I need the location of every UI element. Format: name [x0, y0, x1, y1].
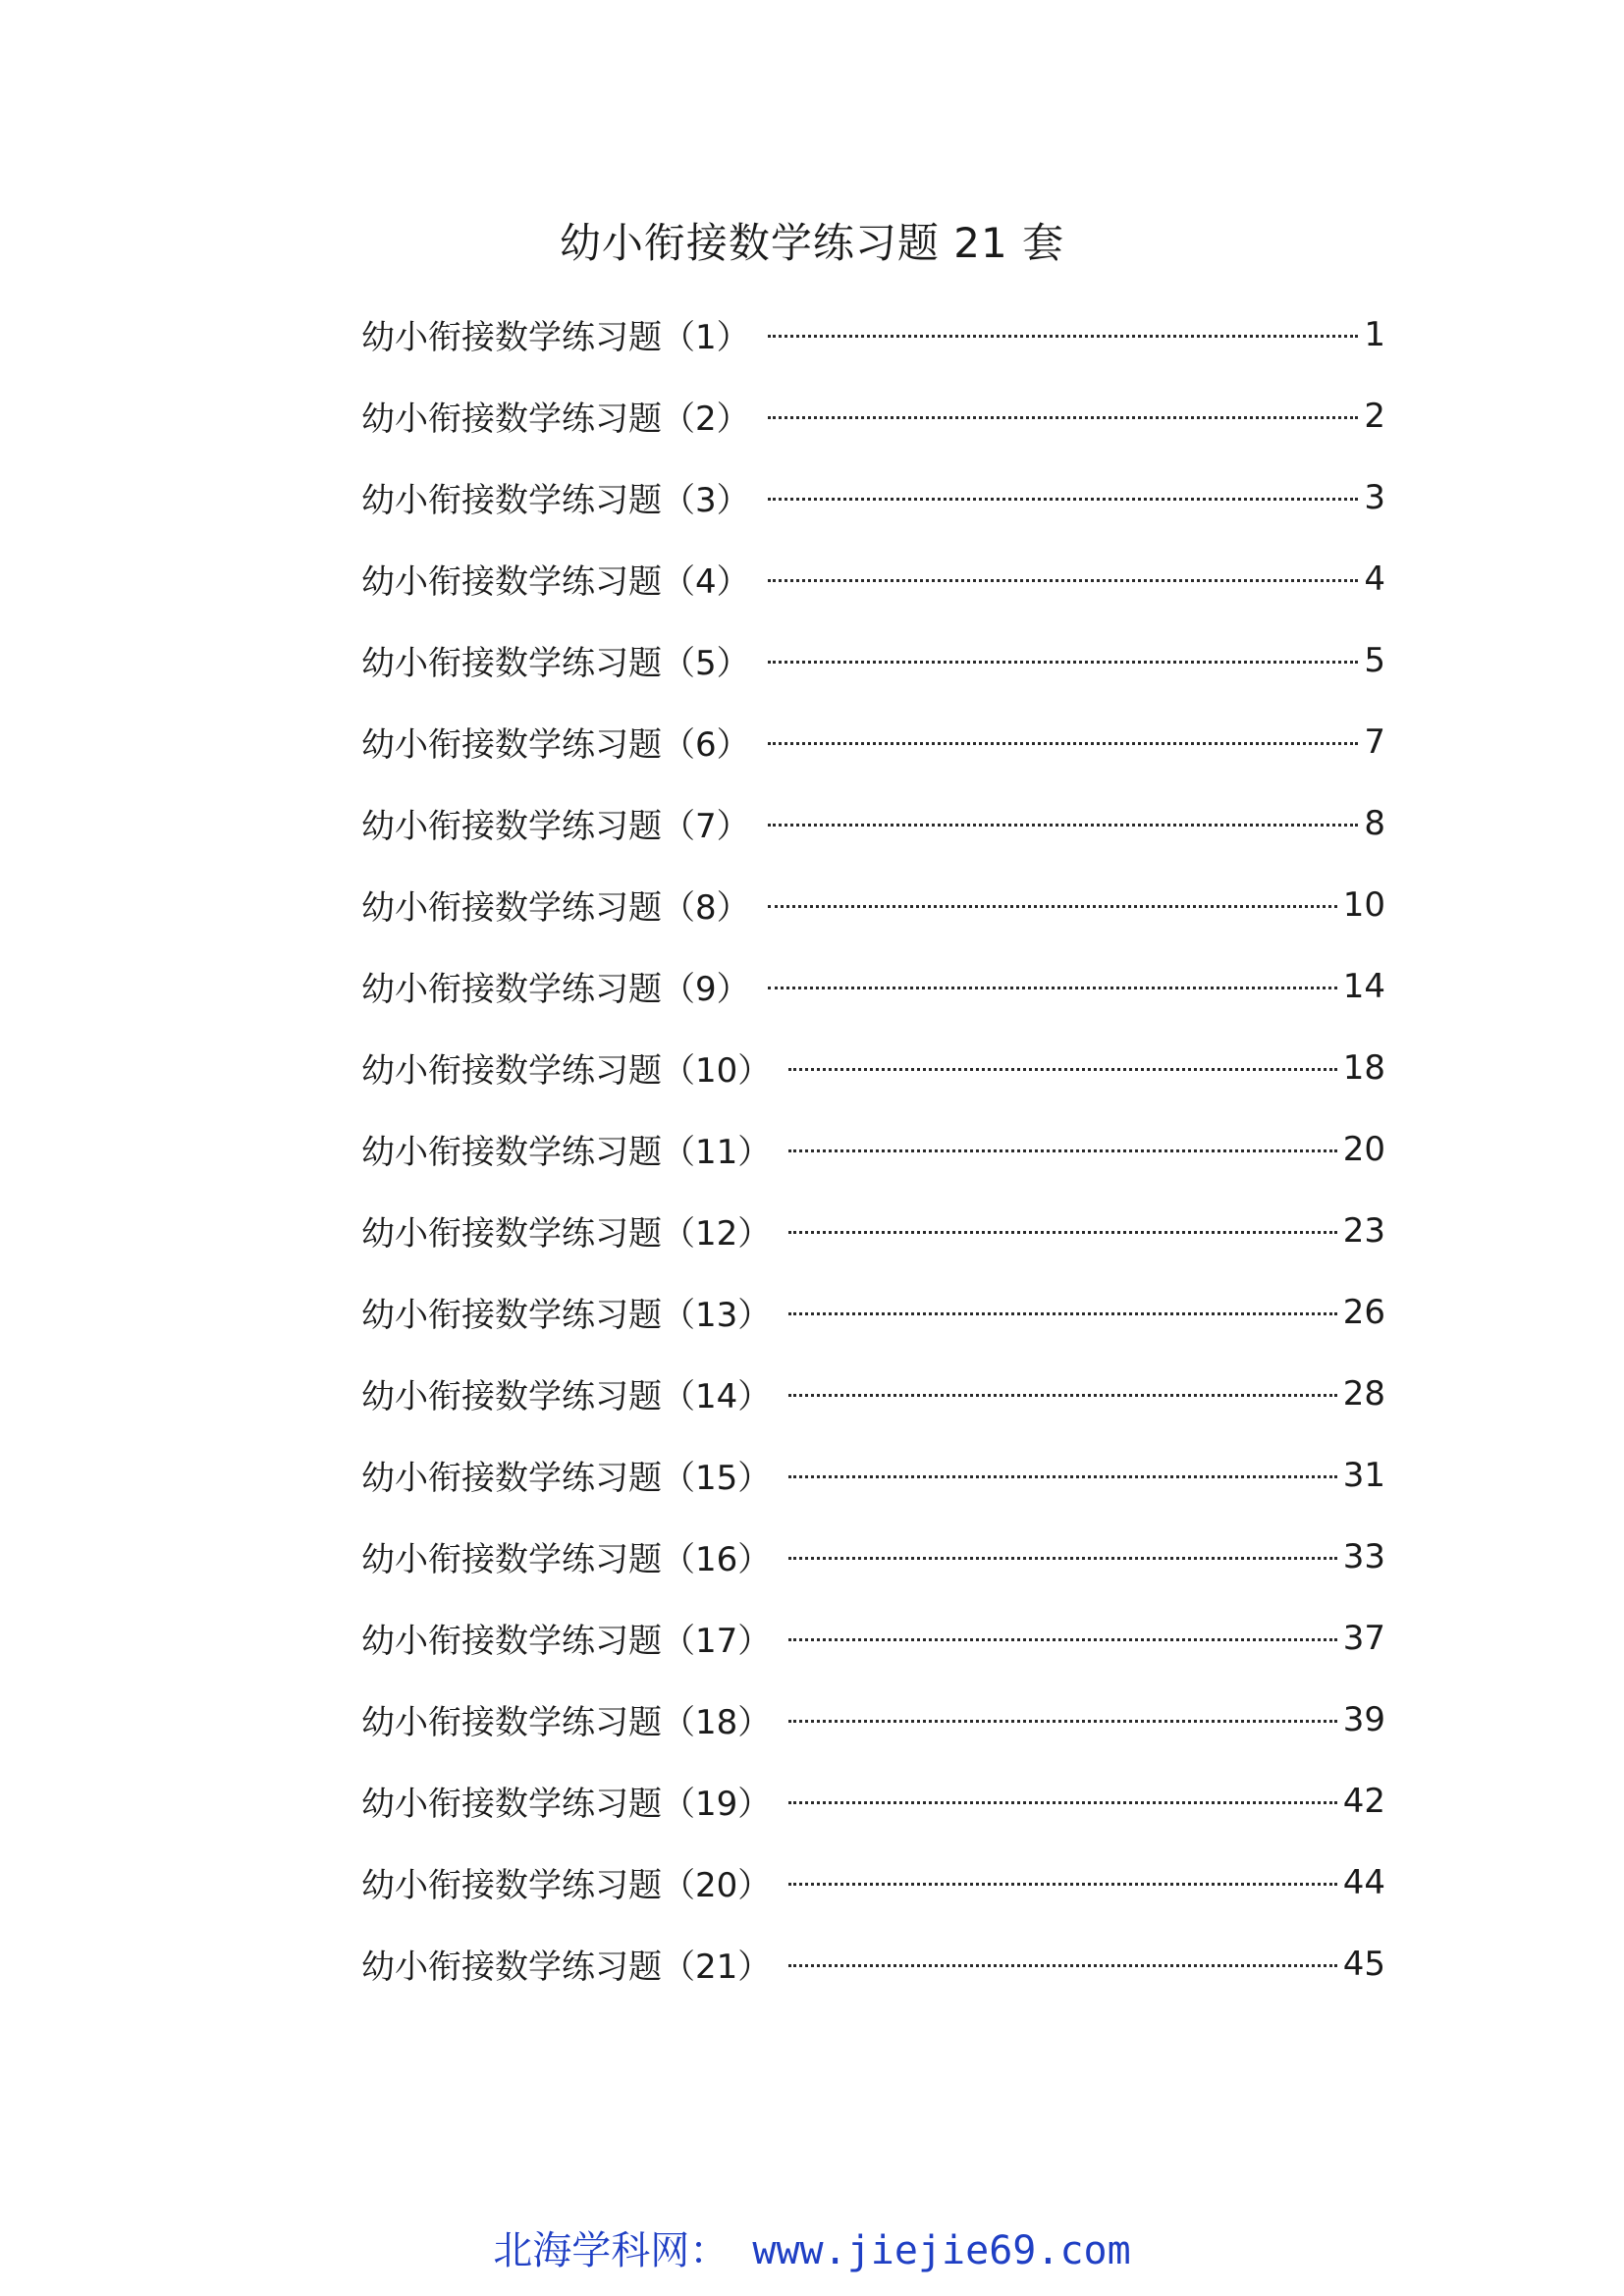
dot-leader: [788, 1475, 1336, 1478]
toc-entry[interactable]: [361, 1679, 1385, 1760]
dot-leader: [788, 1720, 1336, 1723]
footer-website-link[interactable]: 北海学科网： www.jiejie69.com: [493, 2228, 1131, 2273]
toc-entry-page-number: 7: [1364, 721, 1385, 762]
toc-entry-label: 幼小衔接数学练习题（6）: [361, 725, 750, 765]
toc-entry-label: 幼小衔接数学练习题（10）: [361, 1051, 772, 1091]
toc-entry-page-number: 20: [1342, 1129, 1385, 1169]
toc-entry-label: 幼小衔接数学练习题（20）: [361, 1866, 772, 1905]
dot-leader: [768, 742, 1359, 745]
dot-leader: [788, 1394, 1336, 1397]
toc-entry-label: 幼小衔接数学练习题（7）: [361, 807, 750, 846]
toc-entry-label: 幼小衔接数学练习题（18）: [361, 1703, 772, 1742]
toc-entry-page-number: 33: [1342, 1536, 1385, 1576]
toc-entry-page-number: 44: [1342, 1862, 1385, 1902]
dot-leader: [788, 1068, 1336, 1071]
dot-leader: [788, 1883, 1336, 1886]
toc-entry[interactable]: [361, 294, 1385, 375]
toc-entry-page-number: 23: [1342, 1210, 1385, 1251]
toc-entry-page-number: 28: [1342, 1373, 1385, 1414]
toc-entry-label: 幼小衔接数学练习题（19）: [361, 1785, 772, 1824]
toc-entry[interactable]: [361, 1271, 1385, 1353]
toc-entry[interactable]: [361, 701, 1385, 782]
toc-entry[interactable]: [361, 1516, 1385, 1597]
dot-leader: [768, 905, 1337, 908]
toc-entry-label: 幼小衔接数学练习题（12）: [361, 1214, 772, 1254]
dot-leader: [788, 1149, 1336, 1152]
toc-entry-label: 幼小衔接数学练习题（8）: [361, 888, 750, 928]
toc-entry[interactable]: [361, 456, 1385, 538]
toc-entry-page-number: 45: [1342, 1944, 1385, 1984]
toc-entry-page-number: 37: [1342, 1618, 1385, 1658]
toc-entry-label: 幼小衔接数学练习题（21）: [361, 1948, 772, 1987]
toc-entry-label: 幼小衔接数学练习题（11）: [361, 1133, 772, 1172]
toc-entry[interactable]: [361, 782, 1385, 864]
toc-entry-label: 幼小衔接数学练习题（3）: [361, 481, 750, 520]
toc-entry[interactable]: [361, 619, 1385, 701]
toc-entry-page-number: 26: [1342, 1292, 1385, 1332]
dot-leader: [768, 498, 1359, 501]
dot-leader: [788, 1557, 1336, 1560]
table-of-contents: [361, 294, 1385, 2004]
toc-entry-page-number: 3: [1364, 477, 1385, 517]
dot-leader: [768, 579, 1359, 582]
toc-entry-page-number: 39: [1342, 1699, 1385, 1739]
dot-leader: [788, 1231, 1336, 1234]
toc-entry[interactable]: [361, 864, 1385, 945]
toc-entry[interactable]: [361, 538, 1385, 619]
toc-entry[interactable]: [361, 1842, 1385, 1923]
dot-leader: [768, 335, 1359, 338]
toc-entry-page-number: 14: [1342, 966, 1385, 1006]
toc-entry-page-number: 42: [1342, 1781, 1385, 1821]
toc-entry[interactable]: [361, 1597, 1385, 1679]
toc-entry[interactable]: [361, 1108, 1385, 1190]
toc-entry-label: 幼小衔接数学练习题（16）: [361, 1540, 772, 1579]
page-title: 幼小衔接数学练习题 21 套: [559, 219, 1065, 267]
toc-entry[interactable]: [361, 375, 1385, 456]
toc-entry[interactable]: [361, 1190, 1385, 1271]
dot-leader: [768, 661, 1359, 664]
toc-entry-label: 幼小衔接数学练习题（15）: [361, 1459, 772, 1498]
dot-leader: [788, 1312, 1336, 1315]
dot-leader: [768, 824, 1359, 827]
dot-leader: [768, 987, 1337, 989]
toc-entry-page-number: 2: [1364, 396, 1385, 436]
toc-entry-label: 幼小衔接数学练习题（14）: [361, 1377, 772, 1416]
dot-leader: [788, 1964, 1336, 1967]
toc-entry-page-number: 18: [1342, 1047, 1385, 1088]
toc-entry-page-number: 8: [1364, 803, 1385, 843]
toc-entry-label: 幼小衔接数学练习题（2）: [361, 400, 750, 439]
toc-entry[interactable]: [361, 1760, 1385, 1842]
dot-leader: [788, 1801, 1336, 1804]
toc-entry-label: 幼小衔接数学练习题（17）: [361, 1622, 772, 1661]
toc-entry[interactable]: [361, 1027, 1385, 1108]
toc-entry-page-number: 31: [1342, 1455, 1385, 1495]
toc-entry-page-number: 10: [1342, 884, 1385, 925]
toc-entry[interactable]: [361, 1923, 1385, 2004]
toc-entry[interactable]: [361, 1353, 1385, 1434]
dot-leader: [768, 416, 1359, 419]
toc-entry-label: 幼小衔接数学练习题（5）: [361, 644, 750, 683]
toc-entry-label: 幼小衔接数学练习题（4）: [361, 562, 750, 602]
toc-entry-page-number: 5: [1364, 640, 1385, 680]
toc-entry-label: 幼小衔接数学练习题（1）: [361, 318, 750, 357]
toc-entry-page-number: 1: [1364, 314, 1385, 354]
dot-leader: [788, 1638, 1336, 1641]
toc-entry[interactable]: [361, 1434, 1385, 1516]
toc-entry[interactable]: [361, 945, 1385, 1027]
toc-entry-label: 幼小衔接数学练习题（13）: [361, 1296, 772, 1335]
toc-entry-label: 幼小衔接数学练习题（9）: [361, 970, 750, 1009]
toc-entry-page-number: 4: [1364, 559, 1385, 599]
